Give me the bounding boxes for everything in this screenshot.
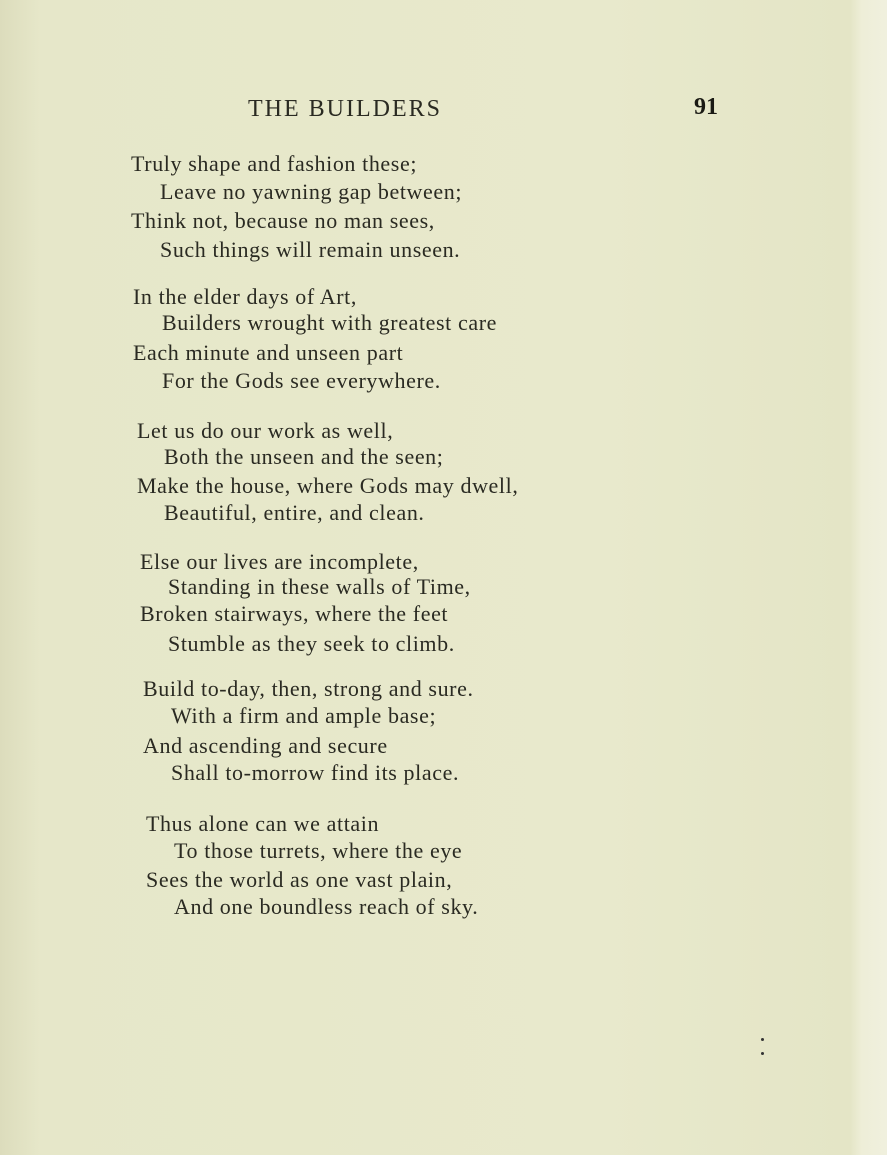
poem-line: Let us do our work as well,	[137, 418, 394, 443]
scan-speck	[761, 1052, 764, 1055]
poem-line: Each minute and unseen part	[133, 340, 404, 365]
poem-line: Both the unseen and the seen;	[164, 444, 444, 469]
poem-line: And one boundless reach of sky.	[174, 894, 479, 919]
poem-line: With a firm and ample base;	[171, 703, 437, 728]
poem-line: Builders wrought with greatest care	[162, 310, 498, 335]
poem-line: Truly shape and fashion these;	[131, 151, 418, 176]
poem-line: And ascending and secure	[143, 733, 388, 758]
poem-line: Broken stairways, where the feet	[140, 601, 449, 626]
poem-line: Stumble as they seek to climb.	[168, 631, 455, 656]
poem-line: Thus alone can we attain	[146, 811, 380, 836]
poem-line: Beautiful, entire, and clean.	[164, 500, 425, 525]
poem-line: Such things will remain unseen.	[160, 237, 461, 262]
page-number: 91	[694, 94, 718, 120]
running-header-title: THE BUILDERS	[248, 96, 442, 122]
poem-line: Standing in these walls of Time,	[168, 574, 471, 599]
poem-line: For the Gods see everywhere.	[162, 368, 441, 393]
poem-line: In the elder days of Art,	[133, 284, 357, 309]
scan-speck	[761, 1038, 764, 1041]
poem-line: Shall to-morrow find its place.	[171, 760, 460, 785]
poem-line: Sees the world as one vast plain,	[146, 867, 453, 892]
poem-line: Make the house, where Gods may dwell,	[137, 473, 519, 498]
poem-line: Else our lives are incomplete,	[140, 549, 419, 574]
poem-line: To those turrets, where the eye	[174, 838, 463, 863]
poem-line: Think not, because no man sees,	[131, 208, 435, 233]
poem-line: Leave no yawning gap between;	[160, 179, 463, 204]
poem-line: Build to-day, then, strong and sure.	[143, 676, 474, 701]
